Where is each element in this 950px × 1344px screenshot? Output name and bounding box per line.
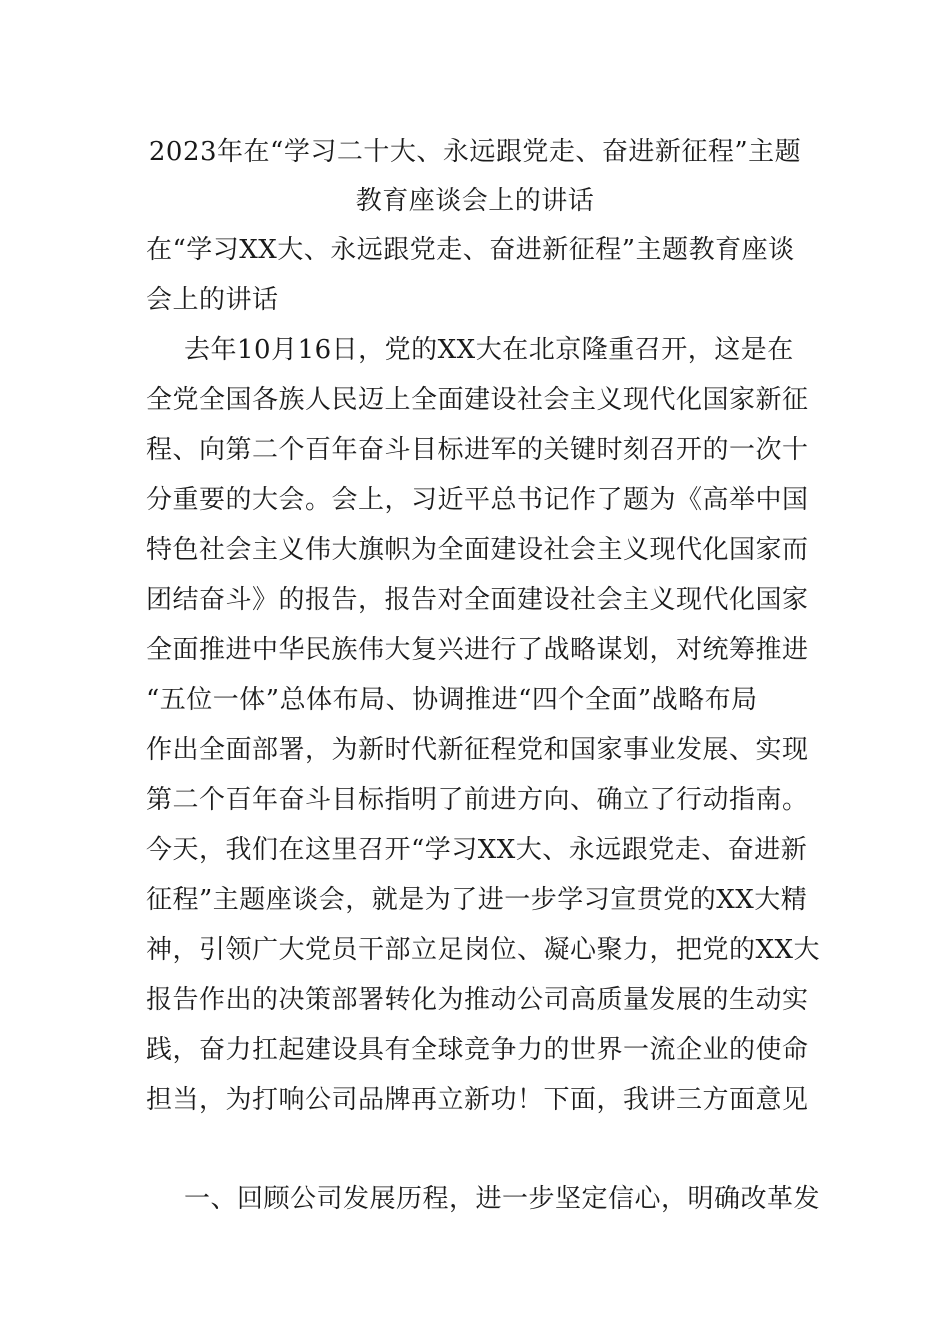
paragraph-1-line-7: 全面推进中华民族伟大复兴进行了战略谋划，对统筹推进 [146,635,809,665]
paragraph-1-line-5: 特色社会主义伟大旗帜为全面建设社会主义现代化国家而 [146,535,809,565]
paragraph-1-line-4: 分重要的大会。会上，习近平总书记作了题为《高举中国 [146,485,809,515]
section-1-heading-line: 一、回顾公司发展历程，进一步坚定信心，明确改革发 [184,1184,821,1214]
paragraph-1-line-10: 第二个百年奋斗目标指明了前进方向、确立了行动指南。 [146,785,809,815]
paragraph-1-line-6: 团结奋斗》的报告，报告对全面建设社会主义现代化国家 [146,585,809,615]
paragraph-1-line-16: 担当，为打响公司品牌再立新功！下面，我讲三方面意见 [146,1085,809,1115]
paragraph-1-line-3: 程、向第二个百年奋斗目标进军的关键时刻召开的一次十 [146,435,809,465]
paragraph-1-line-9: 作出全面部署，为新时代新征程党和国家事业发展、实现 [146,735,809,765]
document-title-line-2: 教育座谈会上的讲话 [355,186,595,216]
paragraph-1-line-14: 报告作出的决策部署转化为推动公司高质量发展的生动实 [146,985,809,1015]
paragraph-1-line-11: 今天，我们在这里召开“学习XX大、永远跟党走、奋进新 [146,835,808,865]
paragraph-1-line-15: 践，奋力扛起建设具有全球竞争力的世界一流企业的使命 [146,1035,809,1065]
document-title-line-1: 2023年在“学习二十大、永远跟党走、奋进新征程”主题 [148,137,802,167]
paragraph-1-line-8: “五位一体”总体布局、协调推进“四个全面”战略布局 [146,685,758,715]
paragraph-1-line-2: 全党全国各族人民迈上全面建设社会主义现代化国家新征 [146,385,809,415]
paragraph-1-line-1: 去年10月16日，党的XX大在北京隆重召开，这是在 [184,335,794,365]
paragraph-1-line-12: 征程”主题座谈会，就是为了进一步学习宣贯党的XX大精 [146,885,808,915]
subtitle-line-2: 会上的讲话 [146,285,279,315]
paragraph-1-line-13: 神，引领广大党员干部立足岗位、凝心聚力，把党的XX大 [146,935,821,965]
subtitle-line-1: 在“学习XX大、永远跟党走、奋进新征程”主题教育座谈 [146,235,795,265]
